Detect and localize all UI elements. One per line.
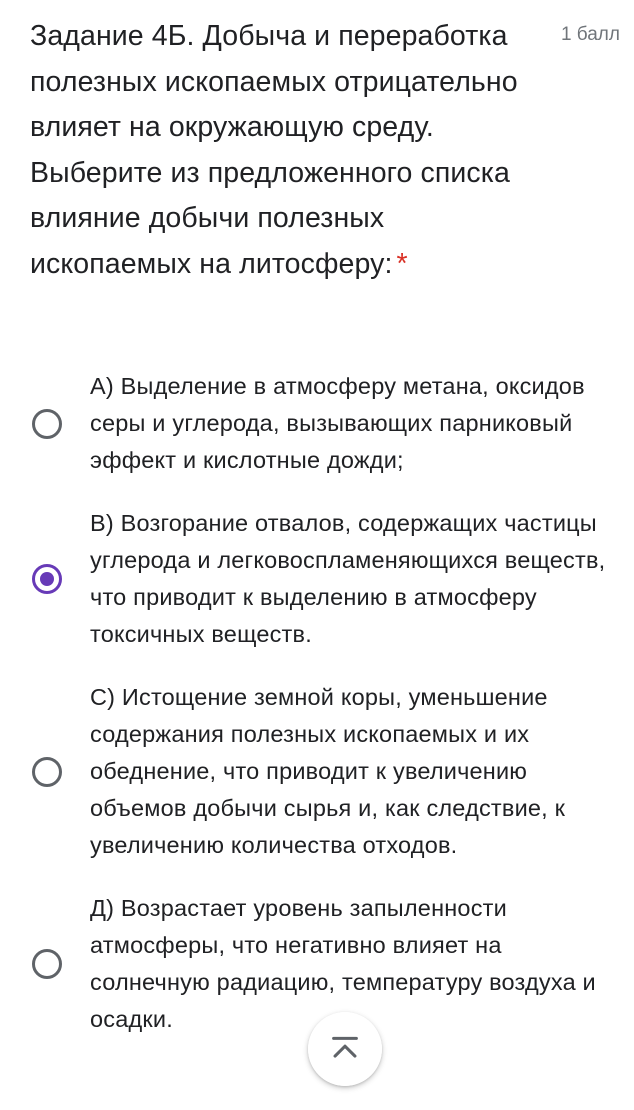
option-b[interactable]	[30, 505, 620, 653]
radio-button-c[interactable]	[32, 757, 62, 787]
option-a[interactable]	[30, 368, 620, 479]
option-a-label[interactable]: А) Выделение в атмосферу метана, оксидов серы и углерода, вызывающих парниковый эффект и кислотные дожди;	[90, 373, 585, 473]
question-title	[30, 14, 540, 287]
radio-button-d[interactable]	[32, 949, 62, 979]
option-d[interactable]	[30, 890, 620, 1038]
radio-button-b[interactable]	[32, 564, 62, 594]
chevron-up-bar-icon	[328, 1032, 362, 1066]
required-mark: *	[396, 247, 408, 280]
radio-button-a[interactable]	[32, 409, 62, 439]
scroll-to-top-button[interactable]	[308, 1012, 382, 1086]
option-b-label[interactable]: В) Возгорание отвалов, содержащих частицы углерода и легковоспламеняющихся веществ, что приводит к выделению в атмосферу токсичных веществ.	[90, 510, 606, 647]
options-list	[30, 368, 620, 1064]
option-c[interactable]	[30, 679, 620, 864]
question-title-text: Задание 4Б. Добыча и переработка полезных ископаемых отрицательно влияет на окружающую среду. Выберите из предложенного списка влияние добычи полезных ископаемых на литосферу:	[30, 20, 518, 280]
option-c-label[interactable]: С) Истощение земной коры, уменьшение содержания полезных ископаемых и их обеднение, что приводит к увеличению объемов добычи сырья и, как следствие, к увеличению количества отходов.	[90, 684, 566, 858]
question-header	[30, 14, 620, 287]
option-d-label[interactable]: Д) Возрастает уровень запыленности атмосферы, что негативно влияет на солнечную радиацию, температуру воздуха и осадки.	[90, 895, 596, 1032]
points-label: 1 балл	[560, 24, 620, 45]
